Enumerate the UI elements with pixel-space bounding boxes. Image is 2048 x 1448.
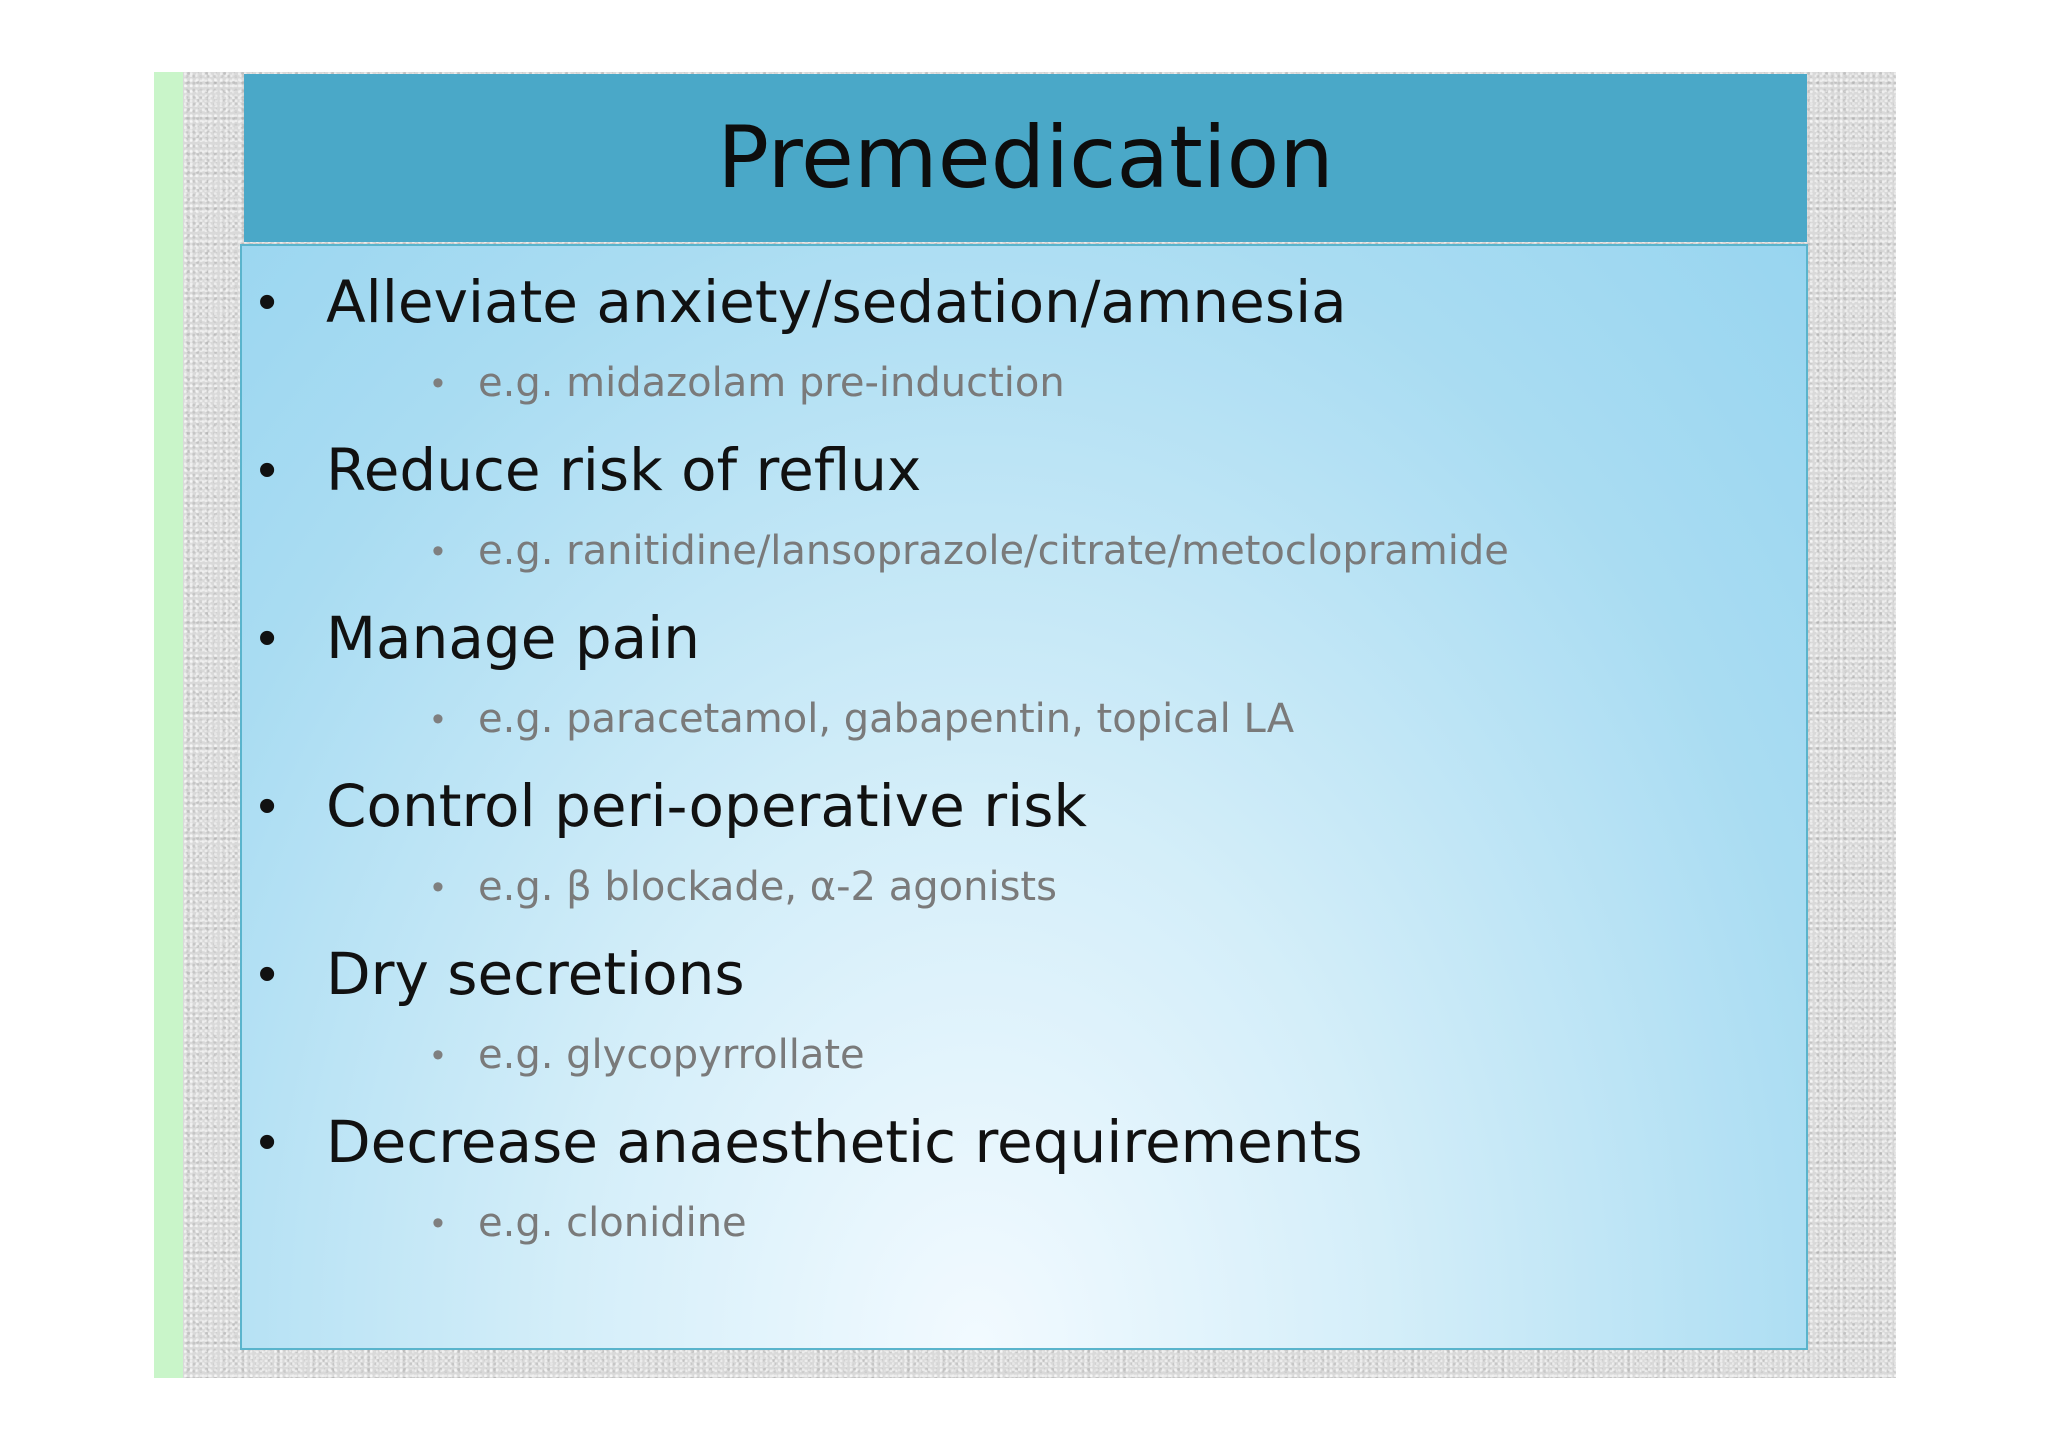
- bullet-text: Alleviate anxiety/sedation/amnesia: [326, 268, 1347, 336]
- sub-bullet-text: e.g. clonidine: [478, 1200, 747, 1246]
- bullet-icon: •: [258, 441, 277, 499]
- slide-title: Premedication: [717, 108, 1334, 208]
- bullet-icon: •: [258, 777, 277, 835]
- sub-bullet-text: e.g. midazolam pre-induction: [478, 360, 1065, 406]
- bullet-item: [242, 260, 1806, 344]
- sub-bullet-icon: •: [432, 868, 444, 906]
- bullet-text: Dry secretions: [326, 940, 745, 1008]
- sub-bullet-icon: •: [432, 364, 444, 402]
- sub-bullet-icon: •: [432, 532, 444, 570]
- bullet-item: [242, 1100, 1806, 1184]
- sub-bullet-item: [242, 1184, 1806, 1268]
- bullet-text: Control peri-operative risk: [326, 772, 1087, 840]
- sub-bullet-item: [242, 344, 1806, 428]
- side-accent-strip: [154, 72, 183, 1378]
- bullet-icon: •: [258, 1113, 277, 1171]
- bullet-item: [242, 596, 1806, 680]
- bullet-icon: •: [258, 273, 277, 331]
- sub-bullet-text: e.g. glycopyrrollate: [478, 1032, 865, 1078]
- sub-bullet-icon: •: [432, 700, 444, 738]
- slide: [154, 72, 1896, 1378]
- bullet-list: [242, 260, 1806, 1268]
- sub-bullet-text: e.g. paracetamol, gabapentin, topical LA: [478, 696, 1295, 742]
- sub-bullet-text: e.g. ranitidine/lansoprazole/citrate/metoclopramide: [478, 528, 1509, 574]
- sub-bullet-item: [242, 1016, 1806, 1100]
- title-bar: [244, 74, 1807, 242]
- sub-bullet-item: [242, 680, 1806, 764]
- bullet-text: Reduce risk of reflux: [326, 436, 922, 504]
- sub-bullet-icon: •: [432, 1036, 444, 1074]
- bullet-item: [242, 764, 1806, 848]
- content-box: [240, 244, 1808, 1350]
- bullet-text: Manage pain: [326, 604, 701, 672]
- sub-bullet-text: e.g. β blockade, α-2 agonists: [478, 864, 1057, 910]
- bullet-icon: •: [258, 609, 277, 667]
- bullet-icon: •: [258, 945, 277, 1003]
- sub-bullet-icon: •: [432, 1204, 444, 1242]
- bullet-item: [242, 932, 1806, 1016]
- bullet-item: [242, 428, 1806, 512]
- sub-bullet-item: [242, 848, 1806, 932]
- sub-bullet-item: [242, 512, 1806, 596]
- bullet-text: Decrease anaesthetic requirements: [326, 1108, 1363, 1176]
